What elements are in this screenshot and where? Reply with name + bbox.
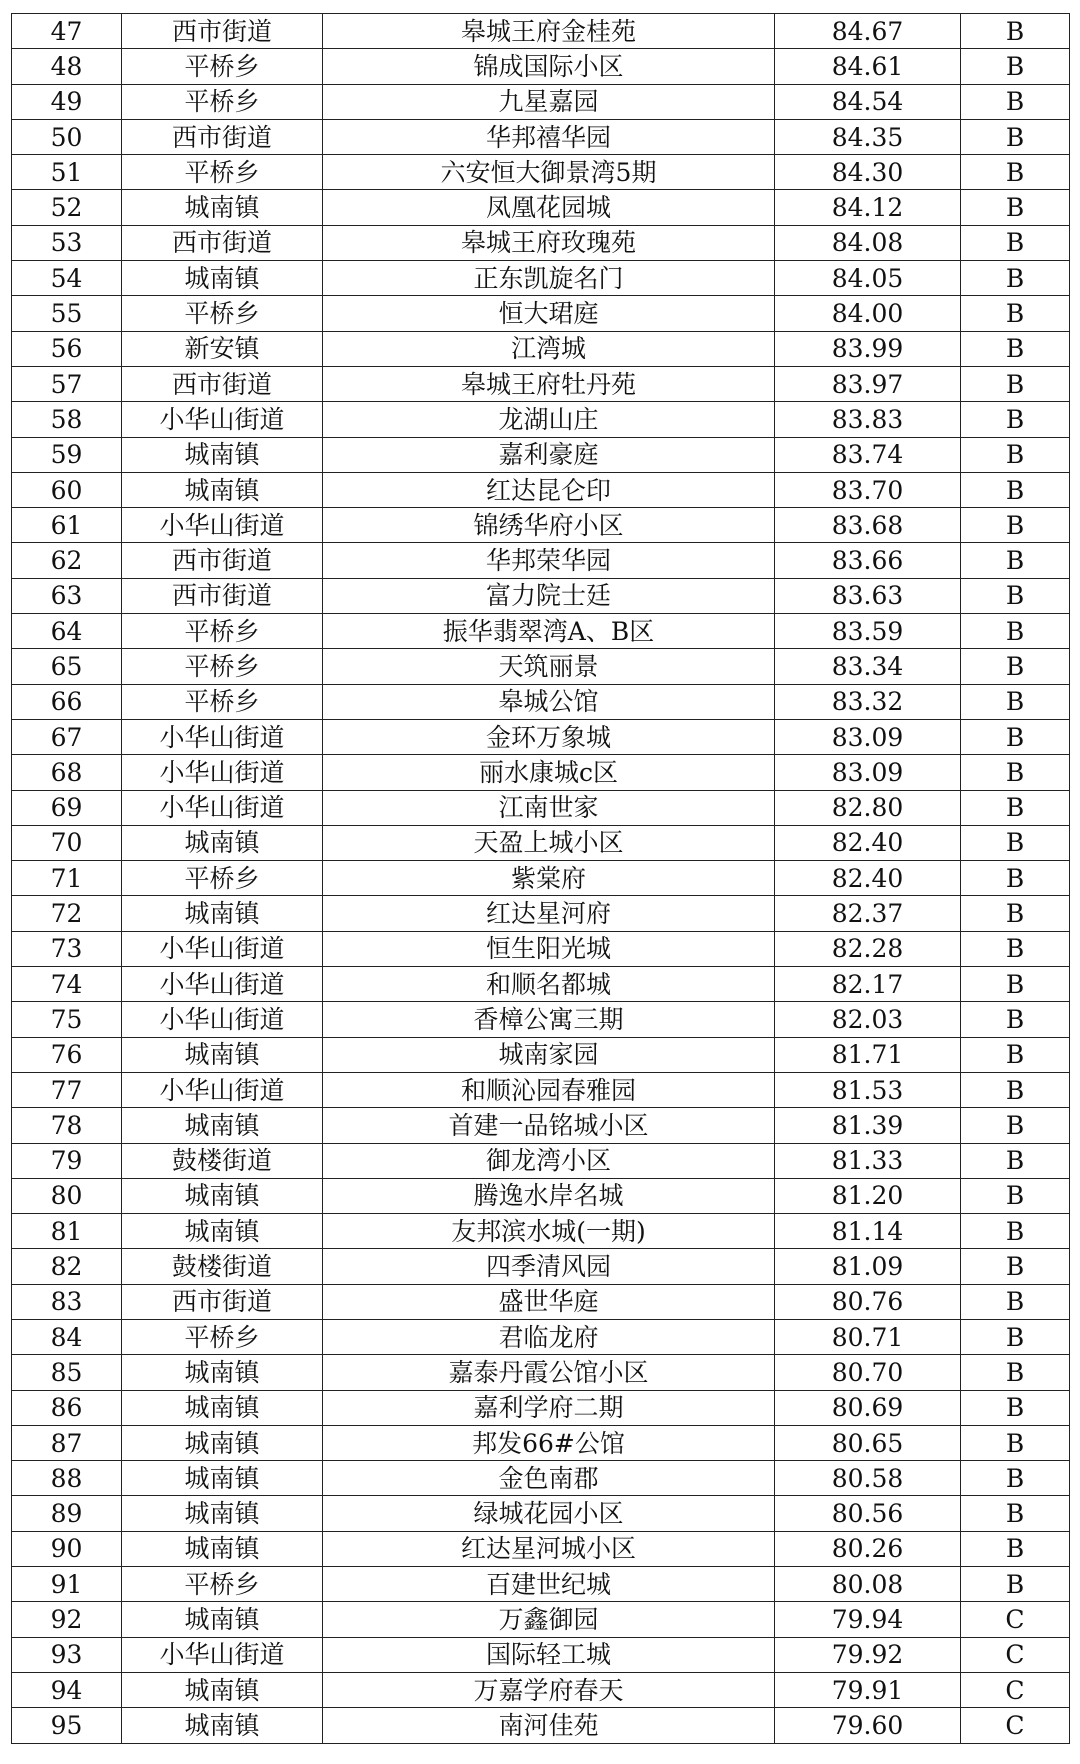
table-row xyxy=(12,402,1070,437)
rank-cell: 90 xyxy=(12,1531,122,1566)
table-row xyxy=(12,1355,1070,1390)
district-cell: 小华山街道 xyxy=(122,1002,323,1037)
score-cell: 82.03 xyxy=(775,1002,961,1037)
table-row xyxy=(12,1214,1070,1249)
score-cell: 80.08 xyxy=(775,1567,961,1602)
rank-cell: 58 xyxy=(12,402,122,437)
grade-cell: B xyxy=(961,1319,1070,1354)
rank-cell: 92 xyxy=(12,1602,122,1637)
rank-cell: 95 xyxy=(12,1708,122,1743)
table-row xyxy=(12,331,1070,366)
table-row xyxy=(12,1461,1070,1496)
community-name-cell: 皋城公馆 xyxy=(323,684,775,719)
score-cell: 84.08 xyxy=(775,225,961,260)
table-row xyxy=(12,1567,1070,1602)
rank-cell: 78 xyxy=(12,1108,122,1143)
district-cell: 城南镇 xyxy=(122,1037,323,1072)
community-name-cell: 红达星河城小区 xyxy=(323,1531,775,1566)
district-cell: 城南镇 xyxy=(122,1461,323,1496)
district-cell: 平桥乡 xyxy=(122,1567,323,1602)
community-name-cell: 六安恒大御景湾5期 xyxy=(323,155,775,190)
grade-cell: B xyxy=(961,1249,1070,1284)
community-name-cell: 正东凯旋名门 xyxy=(323,261,775,296)
grade-cell: C xyxy=(961,1708,1070,1743)
score-cell: 83.09 xyxy=(775,719,961,754)
grade-cell: B xyxy=(961,1461,1070,1496)
district-cell: 城南镇 xyxy=(122,825,323,860)
score-cell: 84.30 xyxy=(775,155,961,190)
community-name-cell: 皋城王府牡丹苑 xyxy=(323,366,775,401)
community-name-cell: 香樟公寓三期 xyxy=(323,1002,775,1037)
table-row xyxy=(12,1037,1070,1072)
community-name-cell: 君临龙府 xyxy=(323,1319,775,1354)
community-name-cell: 九星嘉园 xyxy=(323,84,775,119)
table-row xyxy=(12,1602,1070,1637)
district-cell: 小华山街道 xyxy=(122,1072,323,1107)
community-name-cell: 御龙湾小区 xyxy=(323,1143,775,1178)
community-name-cell: 富力院士廷 xyxy=(323,578,775,613)
table-row xyxy=(12,614,1070,649)
community-name-cell: 嘉利豪庭 xyxy=(323,437,775,472)
district-cell: 小华山街道 xyxy=(122,790,323,825)
grade-cell: B xyxy=(961,649,1070,684)
district-cell: 平桥乡 xyxy=(122,296,323,331)
district-cell: 西市街道 xyxy=(122,1284,323,1319)
score-cell: 81.09 xyxy=(775,1249,961,1284)
community-name-cell: 凤凰花园城 xyxy=(323,190,775,225)
grade-cell: B xyxy=(961,84,1070,119)
rank-cell: 72 xyxy=(12,896,122,931)
community-name-cell: 嘉泰丹霞公馆小区 xyxy=(323,1355,775,1390)
rank-cell: 81 xyxy=(12,1214,122,1249)
community-name-cell: 嘉利学府二期 xyxy=(323,1390,775,1425)
rank-cell: 76 xyxy=(12,1037,122,1072)
table-row xyxy=(12,967,1070,1002)
rank-cell: 70 xyxy=(12,825,122,860)
score-cell: 80.58 xyxy=(775,1461,961,1496)
community-name-cell: 首建一品铭城小区 xyxy=(323,1108,775,1143)
table-row xyxy=(12,155,1070,190)
table-row xyxy=(12,1319,1070,1354)
score-cell: 83.68 xyxy=(775,508,961,543)
rank-cell: 64 xyxy=(12,614,122,649)
district-cell: 小华山街道 xyxy=(122,931,323,966)
table-row xyxy=(12,508,1070,543)
district-cell: 小华山街道 xyxy=(122,967,323,1002)
score-cell: 83.32 xyxy=(775,684,961,719)
grade-cell: B xyxy=(961,14,1070,49)
community-name-cell: 皋城王府玫瑰苑 xyxy=(323,225,775,260)
district-cell: 城南镇 xyxy=(122,1672,323,1707)
community-name-cell: 华邦禧华园 xyxy=(323,119,775,154)
score-cell: 82.28 xyxy=(775,931,961,966)
grade-cell: B xyxy=(961,967,1070,1002)
community-name-cell: 红达星河府 xyxy=(323,896,775,931)
grade-cell: B xyxy=(961,543,1070,578)
grade-cell: B xyxy=(961,719,1070,754)
score-cell: 84.54 xyxy=(775,84,961,119)
grade-cell: B xyxy=(961,261,1070,296)
district-cell: 鼓楼街道 xyxy=(122,1249,323,1284)
grade-cell: B xyxy=(961,614,1070,649)
grade-cell: B xyxy=(961,1531,1070,1566)
grade-cell: B xyxy=(961,896,1070,931)
district-cell: 小华山街道 xyxy=(122,402,323,437)
grade-cell: B xyxy=(961,1390,1070,1425)
rank-cell: 74 xyxy=(12,967,122,1002)
community-name-cell: 天筑丽景 xyxy=(323,649,775,684)
district-cell: 平桥乡 xyxy=(122,649,323,684)
grade-cell: B xyxy=(961,1425,1070,1460)
rank-cell: 91 xyxy=(12,1567,122,1602)
table-row xyxy=(12,366,1070,401)
district-cell: 城南镇 xyxy=(122,1214,323,1249)
score-cell: 80.56 xyxy=(775,1496,961,1531)
community-name-cell: 锦绣华府小区 xyxy=(323,508,775,543)
rank-cell: 79 xyxy=(12,1143,122,1178)
table-row xyxy=(12,1531,1070,1566)
grade-cell: B xyxy=(961,155,1070,190)
grade-cell: B xyxy=(961,1072,1070,1107)
score-cell: 82.40 xyxy=(775,825,961,860)
district-cell: 新安镇 xyxy=(122,331,323,366)
table-row xyxy=(12,14,1070,49)
district-cell: 平桥乡 xyxy=(122,684,323,719)
district-cell: 鼓楼街道 xyxy=(122,1143,323,1178)
grade-cell: C xyxy=(961,1602,1070,1637)
district-cell: 城南镇 xyxy=(122,1178,323,1213)
grade-cell: B xyxy=(961,472,1070,507)
rank-cell: 73 xyxy=(12,931,122,966)
district-cell: 西市街道 xyxy=(122,119,323,154)
community-name-cell: 江南世家 xyxy=(323,790,775,825)
district-cell: 城南镇 xyxy=(122,1425,323,1460)
rank-cell: 65 xyxy=(12,649,122,684)
table-row xyxy=(12,1425,1070,1460)
grade-cell: B xyxy=(961,1567,1070,1602)
rank-cell: 57 xyxy=(12,366,122,401)
rank-cell: 86 xyxy=(12,1390,122,1425)
grade-cell: B xyxy=(961,1143,1070,1178)
table-row xyxy=(12,1390,1070,1425)
table-row xyxy=(12,684,1070,719)
table-row xyxy=(12,719,1070,754)
district-cell: 小华山街道 xyxy=(122,1637,323,1672)
table-row xyxy=(12,931,1070,966)
rank-cell: 83 xyxy=(12,1284,122,1319)
community-name-cell: 金色南郡 xyxy=(323,1461,775,1496)
grade-cell: B xyxy=(961,508,1070,543)
score-cell: 83.99 xyxy=(775,331,961,366)
grade-cell: B xyxy=(961,1496,1070,1531)
table-row xyxy=(12,1178,1070,1213)
district-cell: 城南镇 xyxy=(122,261,323,296)
district-cell: 城南镇 xyxy=(122,1108,323,1143)
district-cell: 城南镇 xyxy=(122,1531,323,1566)
score-cell: 83.74 xyxy=(775,437,961,472)
table-row xyxy=(12,578,1070,613)
district-cell: 平桥乡 xyxy=(122,1319,323,1354)
score-cell: 83.66 xyxy=(775,543,961,578)
rank-cell: 51 xyxy=(12,155,122,190)
table-row xyxy=(12,437,1070,472)
community-name-cell: 百建世纪城 xyxy=(323,1567,775,1602)
rank-cell: 52 xyxy=(12,190,122,225)
ranking-table xyxy=(11,13,1070,1744)
rank-cell: 87 xyxy=(12,1425,122,1460)
score-cell: 84.67 xyxy=(775,14,961,49)
grade-cell: B xyxy=(961,190,1070,225)
score-cell: 82.40 xyxy=(775,861,961,896)
table-row xyxy=(12,825,1070,860)
grade-cell: B xyxy=(961,119,1070,154)
table-row xyxy=(12,225,1070,260)
table-row xyxy=(12,296,1070,331)
rank-cell: 88 xyxy=(12,1461,122,1496)
grade-cell: B xyxy=(961,49,1070,84)
score-cell: 83.63 xyxy=(775,578,961,613)
score-cell: 79.60 xyxy=(775,1708,961,1743)
table-row xyxy=(12,84,1070,119)
score-cell: 81.14 xyxy=(775,1214,961,1249)
score-cell: 81.53 xyxy=(775,1072,961,1107)
score-cell: 80.26 xyxy=(775,1531,961,1566)
rank-cell: 50 xyxy=(12,119,122,154)
score-cell: 81.71 xyxy=(775,1037,961,1072)
grade-cell: B xyxy=(961,825,1070,860)
rank-cell: 80 xyxy=(12,1178,122,1213)
grade-cell: B xyxy=(961,366,1070,401)
score-cell: 80.71 xyxy=(775,1319,961,1354)
table-row xyxy=(12,1672,1070,1707)
table-row xyxy=(12,896,1070,931)
score-cell: 83.97 xyxy=(775,366,961,401)
rank-cell: 85 xyxy=(12,1355,122,1390)
table-row xyxy=(12,1108,1070,1143)
grade-cell: B xyxy=(961,1108,1070,1143)
rank-cell: 89 xyxy=(12,1496,122,1531)
rank-cell: 94 xyxy=(12,1672,122,1707)
score-cell: 81.33 xyxy=(775,1143,961,1178)
grade-cell: B xyxy=(961,861,1070,896)
district-cell: 城南镇 xyxy=(122,190,323,225)
district-cell: 西市街道 xyxy=(122,14,323,49)
score-cell: 82.37 xyxy=(775,896,961,931)
rank-cell: 93 xyxy=(12,1637,122,1672)
score-cell: 83.09 xyxy=(775,755,961,790)
table-row xyxy=(12,755,1070,790)
grade-cell: B xyxy=(961,331,1070,366)
community-name-cell: 和顺名都城 xyxy=(323,967,775,1002)
district-cell: 小华山街道 xyxy=(122,508,323,543)
grade-cell: C xyxy=(961,1637,1070,1672)
district-cell: 城南镇 xyxy=(122,472,323,507)
community-name-cell: 盛世华庭 xyxy=(323,1284,775,1319)
rank-cell: 53 xyxy=(12,225,122,260)
community-name-cell: 华邦荣华园 xyxy=(323,543,775,578)
rank-cell: 49 xyxy=(12,84,122,119)
score-cell: 82.80 xyxy=(775,790,961,825)
community-name-cell: 国际轻工城 xyxy=(323,1637,775,1672)
district-cell: 平桥乡 xyxy=(122,861,323,896)
grade-cell: B xyxy=(961,684,1070,719)
rank-cell: 60 xyxy=(12,472,122,507)
community-name-cell: 和顺沁园春雅园 xyxy=(323,1072,775,1107)
table-row xyxy=(12,49,1070,84)
district-cell: 西市街道 xyxy=(122,578,323,613)
community-name-cell: 友邦滨水城(一期) xyxy=(323,1214,775,1249)
district-cell: 城南镇 xyxy=(122,1602,323,1637)
rank-cell: 82 xyxy=(12,1249,122,1284)
score-cell: 83.34 xyxy=(775,649,961,684)
grade-cell: B xyxy=(961,1178,1070,1213)
community-name-cell: 城南家园 xyxy=(323,1037,775,1072)
district-cell: 城南镇 xyxy=(122,1496,323,1531)
community-name-cell: 红达昆仑印 xyxy=(323,472,775,507)
community-name-cell: 南河佳苑 xyxy=(323,1708,775,1743)
community-name-cell: 江湾城 xyxy=(323,331,775,366)
district-cell: 平桥乡 xyxy=(122,84,323,119)
table-row xyxy=(12,1637,1070,1672)
rank-cell: 75 xyxy=(12,1002,122,1037)
community-name-cell: 金环万象城 xyxy=(323,719,775,754)
table-row xyxy=(12,1496,1070,1531)
score-cell: 84.00 xyxy=(775,296,961,331)
rank-cell: 54 xyxy=(12,261,122,296)
grade-cell: B xyxy=(961,1214,1070,1249)
district-cell: 小华山街道 xyxy=(122,755,323,790)
community-name-cell: 天盈上城小区 xyxy=(323,825,775,860)
score-cell: 83.83 xyxy=(775,402,961,437)
table-row xyxy=(12,190,1070,225)
score-cell: 84.05 xyxy=(775,261,961,296)
district-cell: 城南镇 xyxy=(122,437,323,472)
district-cell: 城南镇 xyxy=(122,1708,323,1743)
grade-cell: B xyxy=(961,1284,1070,1319)
rank-cell: 66 xyxy=(12,684,122,719)
district-cell: 城南镇 xyxy=(122,896,323,931)
grade-cell: B xyxy=(961,296,1070,331)
district-cell: 平桥乡 xyxy=(122,49,323,84)
score-cell: 83.70 xyxy=(775,472,961,507)
grade-cell: B xyxy=(961,437,1070,472)
score-cell: 82.17 xyxy=(775,967,961,1002)
community-name-cell: 恒生阳光城 xyxy=(323,931,775,966)
rank-cell: 77 xyxy=(12,1072,122,1107)
district-cell: 平桥乡 xyxy=(122,614,323,649)
grade-cell: B xyxy=(961,755,1070,790)
rank-cell: 55 xyxy=(12,296,122,331)
score-cell: 80.76 xyxy=(775,1284,961,1319)
score-cell: 81.20 xyxy=(775,1178,961,1213)
rank-cell: 47 xyxy=(12,14,122,49)
rank-cell: 68 xyxy=(12,755,122,790)
community-name-cell: 恒大珺庭 xyxy=(323,296,775,331)
table-row xyxy=(12,1072,1070,1107)
district-cell: 西市街道 xyxy=(122,366,323,401)
rank-cell: 67 xyxy=(12,719,122,754)
rank-cell: 84 xyxy=(12,1319,122,1354)
score-cell: 81.39 xyxy=(775,1108,961,1143)
district-cell: 城南镇 xyxy=(122,1390,323,1425)
grade-cell: B xyxy=(961,578,1070,613)
grade-cell: C xyxy=(961,1672,1070,1707)
table-row xyxy=(12,861,1070,896)
score-cell: 83.59 xyxy=(775,614,961,649)
score-cell: 79.92 xyxy=(775,1637,961,1672)
table-row xyxy=(12,119,1070,154)
table-row xyxy=(12,1002,1070,1037)
community-name-cell: 四季清风园 xyxy=(323,1249,775,1284)
grade-cell: B xyxy=(961,1355,1070,1390)
table-row xyxy=(12,790,1070,825)
score-cell: 80.69 xyxy=(775,1390,961,1425)
rank-cell: 59 xyxy=(12,437,122,472)
community-name-cell: 紫棠府 xyxy=(323,861,775,896)
district-cell: 平桥乡 xyxy=(122,155,323,190)
rank-cell: 63 xyxy=(12,578,122,613)
table-row xyxy=(12,472,1070,507)
rank-cell: 61 xyxy=(12,508,122,543)
table-row xyxy=(12,543,1070,578)
rank-cell: 48 xyxy=(12,49,122,84)
rank-cell: 71 xyxy=(12,861,122,896)
score-cell: 84.35 xyxy=(775,119,961,154)
community-name-cell: 腾逸水岸名城 xyxy=(323,1178,775,1213)
grade-cell: B xyxy=(961,790,1070,825)
score-cell: 79.94 xyxy=(775,1602,961,1637)
community-name-cell: 绿城花园小区 xyxy=(323,1496,775,1531)
community-name-cell: 锦成国际小区 xyxy=(323,49,775,84)
community-name-cell: 皋城王府金桂苑 xyxy=(323,14,775,49)
grade-cell: B xyxy=(961,931,1070,966)
score-cell: 80.70 xyxy=(775,1355,961,1390)
table-row xyxy=(12,261,1070,296)
score-cell: 84.61 xyxy=(775,49,961,84)
grade-cell: B xyxy=(961,1037,1070,1072)
table-row xyxy=(12,1249,1070,1284)
score-cell: 79.91 xyxy=(775,1672,961,1707)
table-row xyxy=(12,1143,1070,1178)
district-cell: 西市街道 xyxy=(122,543,323,578)
district-cell: 西市街道 xyxy=(122,225,323,260)
rank-cell: 62 xyxy=(12,543,122,578)
grade-cell: B xyxy=(961,402,1070,437)
district-cell: 城南镇 xyxy=(122,1355,323,1390)
community-name-cell: 龙湖山庄 xyxy=(323,402,775,437)
district-cell: 小华山街道 xyxy=(122,719,323,754)
rank-cell: 69 xyxy=(12,790,122,825)
grade-cell: B xyxy=(961,1002,1070,1037)
community-name-cell: 邦发66#公馆 xyxy=(323,1425,775,1460)
table-row xyxy=(12,1284,1070,1319)
table-row xyxy=(12,1708,1070,1743)
community-name-cell: 丽水康城c区 xyxy=(323,755,775,790)
rank-cell: 56 xyxy=(12,331,122,366)
score-cell: 80.65 xyxy=(775,1425,961,1460)
score-cell: 84.12 xyxy=(775,190,961,225)
community-name-cell: 万鑫御园 xyxy=(323,1602,775,1637)
table-row xyxy=(12,649,1070,684)
community-name-cell: 万嘉学府春天 xyxy=(323,1672,775,1707)
community-name-cell: 振华翡翠湾A、B区 xyxy=(323,614,775,649)
grade-cell: B xyxy=(961,225,1070,260)
table-body xyxy=(12,14,1070,1744)
